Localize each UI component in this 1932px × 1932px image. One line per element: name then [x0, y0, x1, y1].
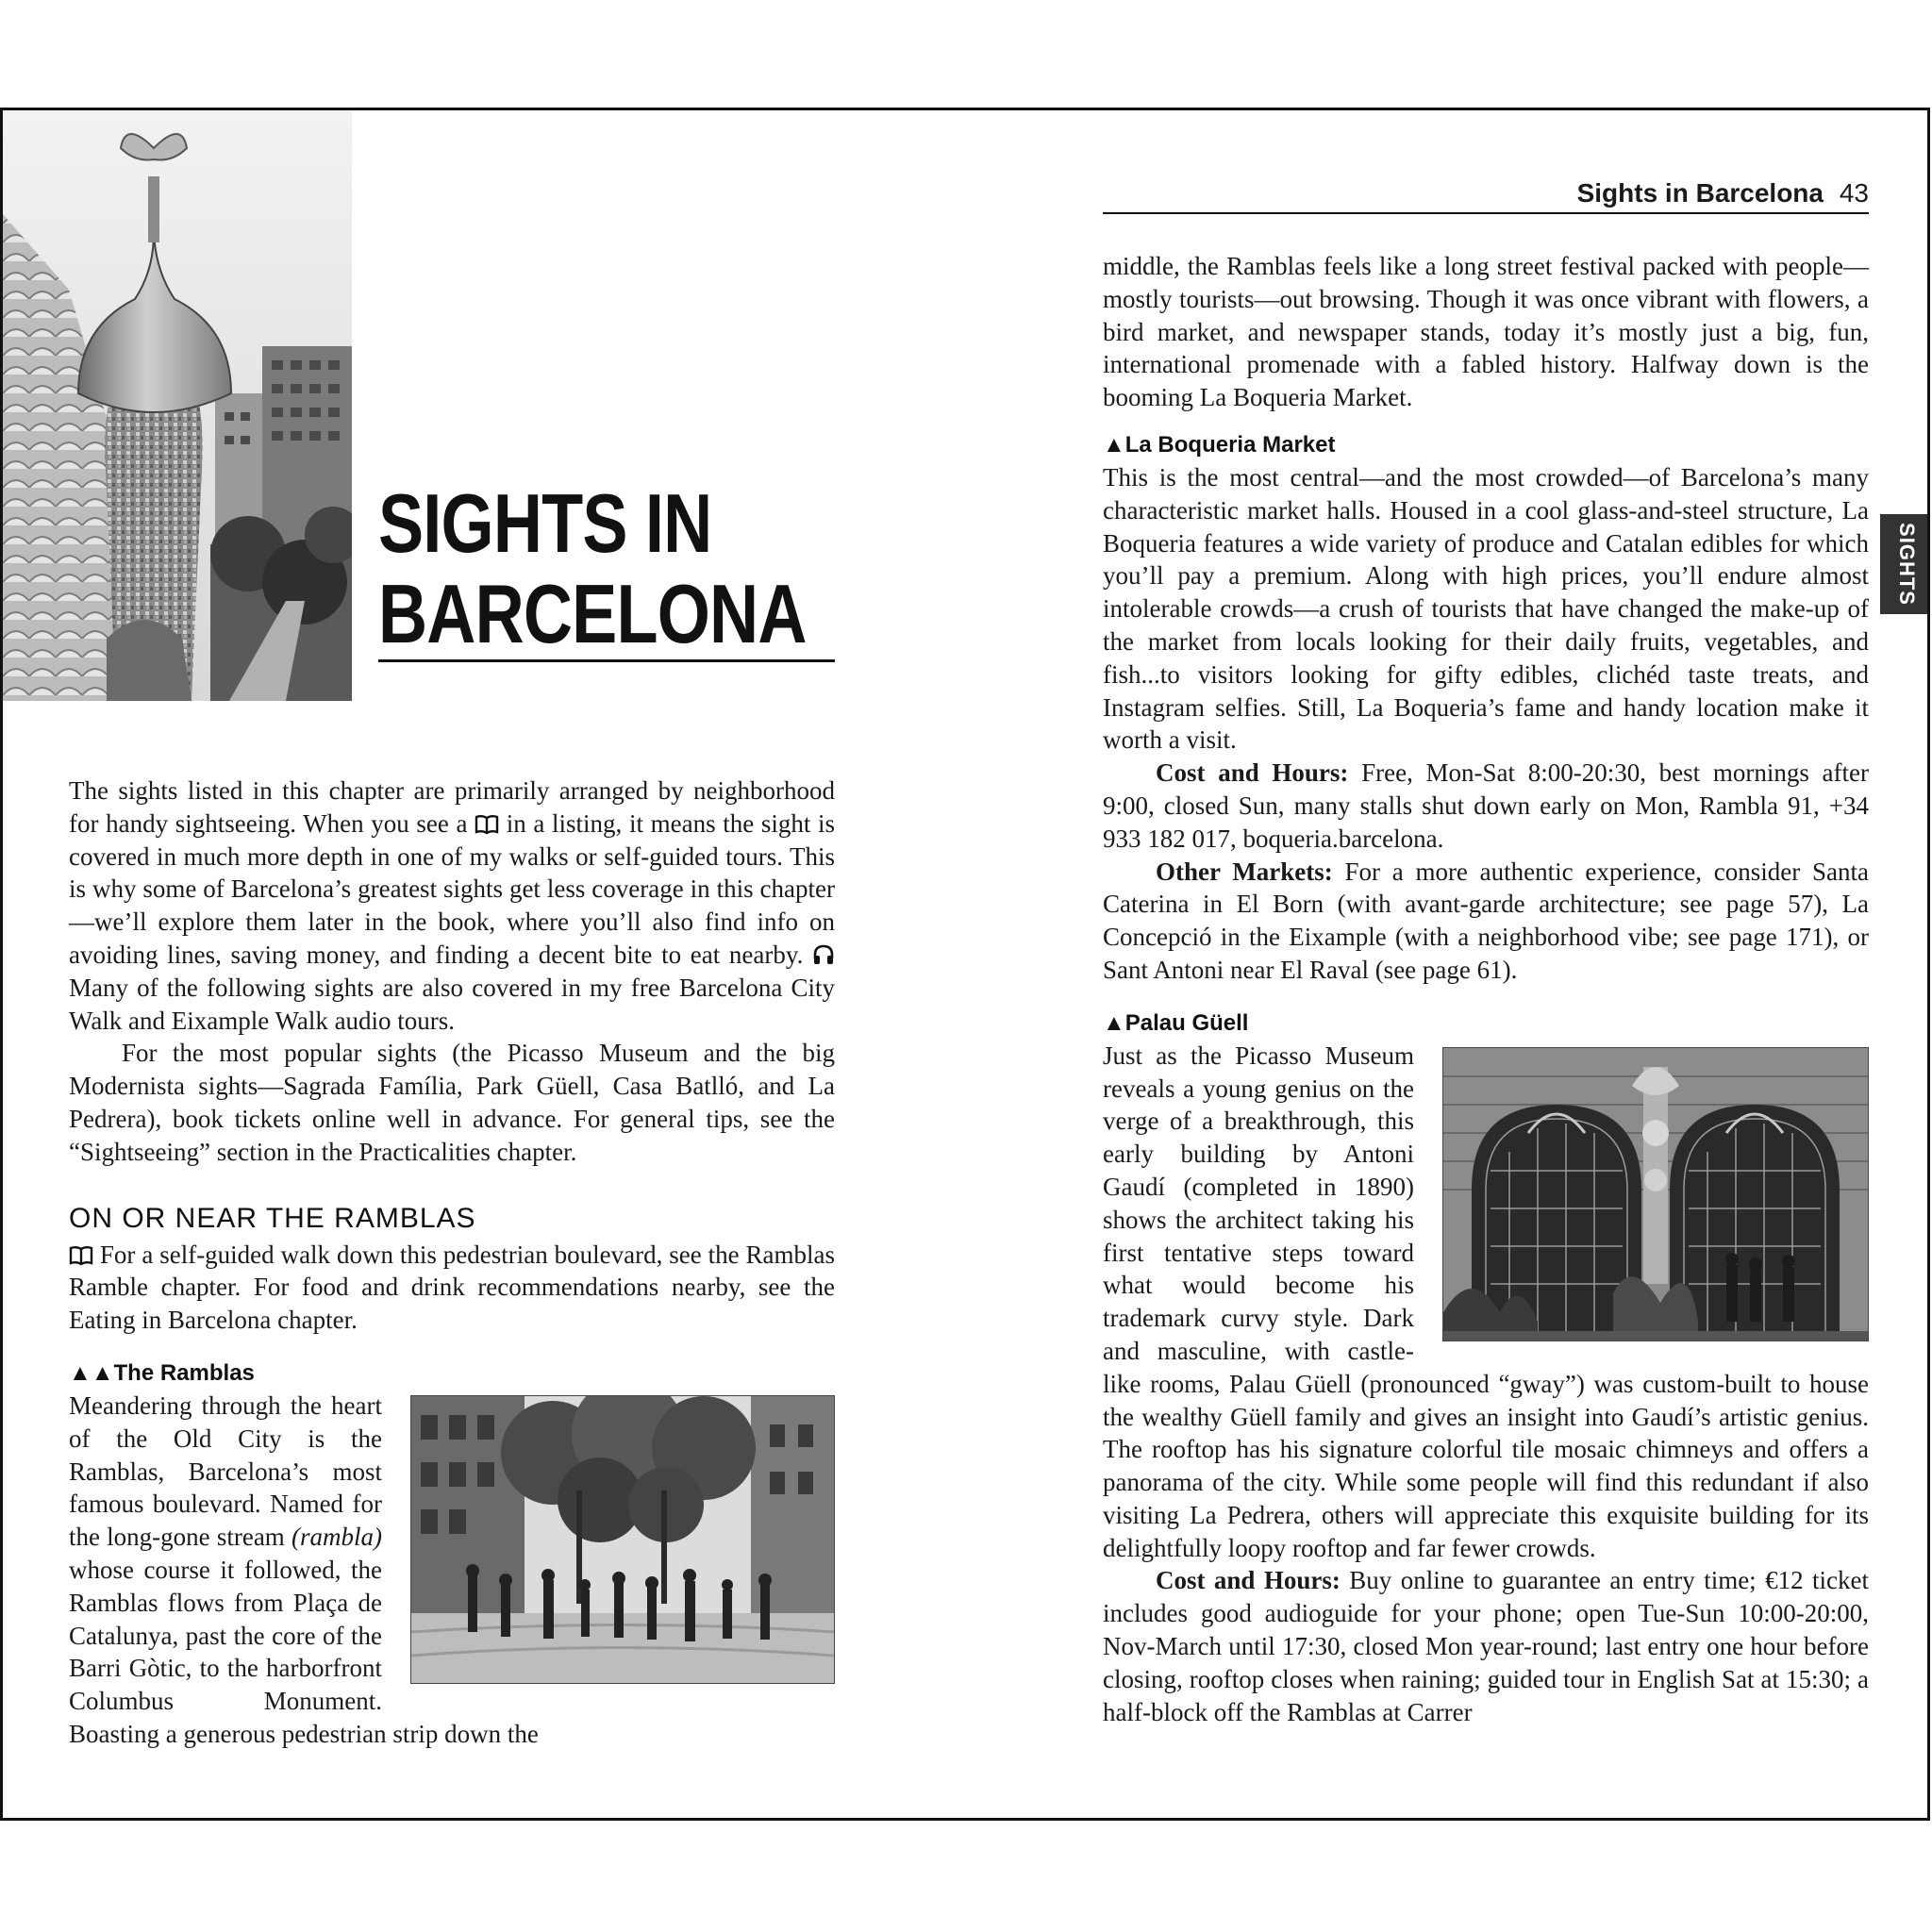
thumb-tab-sights: SIGHTS: [1880, 514, 1930, 614]
boqueria-cost-hours: Cost and Hours: Free, Mon-Sat 8:00-20:30, best mornings after 9:00, closed Sun, many stalls shut down early on Mon, Rambla 91, +34 933 182 017, boqueria.barcelona.: [1103, 758, 1870, 853]
page-number: 43: [1839, 178, 1869, 208]
chapter-title: [378, 476, 807, 660]
sight-heading-palau-guell: ▲Palau Güell: [1103, 1009, 1249, 1036]
left-page-column: [69, 774, 835, 1751]
boqueria-paragraph: This is the most central—and the most crowded—of Barcelona’s many characteristic market halls. Housed in a cool glass-and-steel structure, La Boqueria features a wide variety of produce and Catalan edibles for which you’ll pay a premium. Along with high prices, you’ll endure almost intolerable crowds—a crush of tourists that have changed the make-up of the market from locals looking for their daily fruits, vegetables, and fish...to visitors looking for gifty edibles, clichéd taste treats, and Instagram selfies. Still, La Boqueria’s fame and handy location make it worth a visit.: [1103, 462, 1869, 755]
guell-paragraph: Just as the Picasso Museum reveals a young genius on the verge of a breakthrough, this early building by Antoni Gaudí (completed in 1890) shows the architect taking his first tentative steps toward what would become his trademark curvy style. Dark and masculine, with castle-like rooms, Palau Güell (pronounced “gway”) was custom-built to house the wealthy Güell family and gives an insight into Gaudí’s artistic genius. The rooftop has his signature colorful tile mosaic chimneys and offers a panorama of the city. While some people will find this redundant if also visiting La Pedrera, others will appreciate this exquisite building for its delightfully loopy rooftop and far fewer crowds.: [1103, 1041, 1869, 1562]
palau-guell-photo: [1442, 1047, 1869, 1341]
sight-heading-boqueria: ▲La Boqueria Market: [1103, 431, 1336, 458]
intro-paragraph-2: For the most popular sights (the Picasso Museum and the big Modernista sights—Sagrada Família, Park Güell, Casa Batlló, and La Pedrera), book tickets online well in advance. For general tips, see the “Sightseeing” section in the Practicalities chapter.: [69, 1039, 835, 1166]
section-heading: ON OR NEAR THE RAMBLAS: [69, 1202, 476, 1234]
ramblas-paragraph: Meandering through the heart of the Old City is the Ramblas, Barcelona’s most famous boulevard. Named for the long-gone stream (rambla) whose course it followed, the Ramblas flows from Plaça de Catalunya, past the core of the Barri Gòtic, to the harborfront Columbus Monument. Boasting a generous pedestrian strip down the: [69, 1390, 835, 1751]
running-header: [1103, 175, 1869, 214]
ramblas-photo: [410, 1395, 835, 1684]
ramblas-continued: middle, the Ramblas feels like a long street festival packed with people—mostly tourists—out browsing. Though it was once vibrant with flowers, a bird market, and newspaper stands, today it’s mostly just a big, fun, international promenade with a fabled history. Halfway down is the booming La Boqueria Market.: [1103, 252, 1869, 412]
section-intro: For a self-guided walk down this pedestrian boulevard, see the Ramblas Ramble chapter. For food and drink recommendations nearby, see the Eating in Barcelona chapter.: [69, 1240, 835, 1335]
chapter-title-rule: [378, 659, 835, 662]
right-page-column: [1103, 250, 1869, 1728]
running-title: Sights in Barcelona: [1576, 178, 1824, 208]
chapter-title-line-2: BARCELONA: [378, 567, 807, 660]
intro-paragraph: The sights listed in this chapter are primarily arranged by neighborhood for handy sightseeing. When you see a in a listing, it means the sight is covered in much more depth in one of my walks or self-guided tours. This is why some of Barcelona’s greatest sights get less coverage in this chapter—we’ll explore them later in the book, where you’ll also find info on avoiding lines, saving money, and finding a decent bite to eat nearby. Many of the following sights are also covered in my free Barcelona City Walk and Eixample Walk audio tours.: [69, 776, 835, 1035]
chapter-title-line-1: SIGHTS IN: [378, 476, 712, 570]
guell-cost-hours: Cost and Hours: Buy online to guarantee an entry time; €12 ticket includes good audioguide for your phone; open Tue-Sun 10:00-20:00, Nov-March until 17:30, closed Mon year-round; last entry one hour before closing, rooftop closes when raining; guided tour in English Sat at 15:30; a half-block off the Ramblas at Carrer: [1103, 1566, 1869, 1726]
sight-heading-ramblas: ▲▲The Ramblas: [69, 1359, 255, 1386]
book-icon: [475, 814, 499, 835]
other-markets: Other Markets: For a more authentic experience, consider Santa Caterina in El Born (with avant-garde architecture; see page 57), La Concepció in the Eixample (with a neighborhood vibe; see page 171), or Sant Antoni near El Raval (see page 61).: [1103, 857, 1869, 984]
book-spread: [0, 108, 1930, 1821]
hero-photo-gaudi-chimney: [3, 110, 352, 701]
book-icon: [69, 1245, 93, 1266]
headphones-icon: [812, 943, 835, 966]
